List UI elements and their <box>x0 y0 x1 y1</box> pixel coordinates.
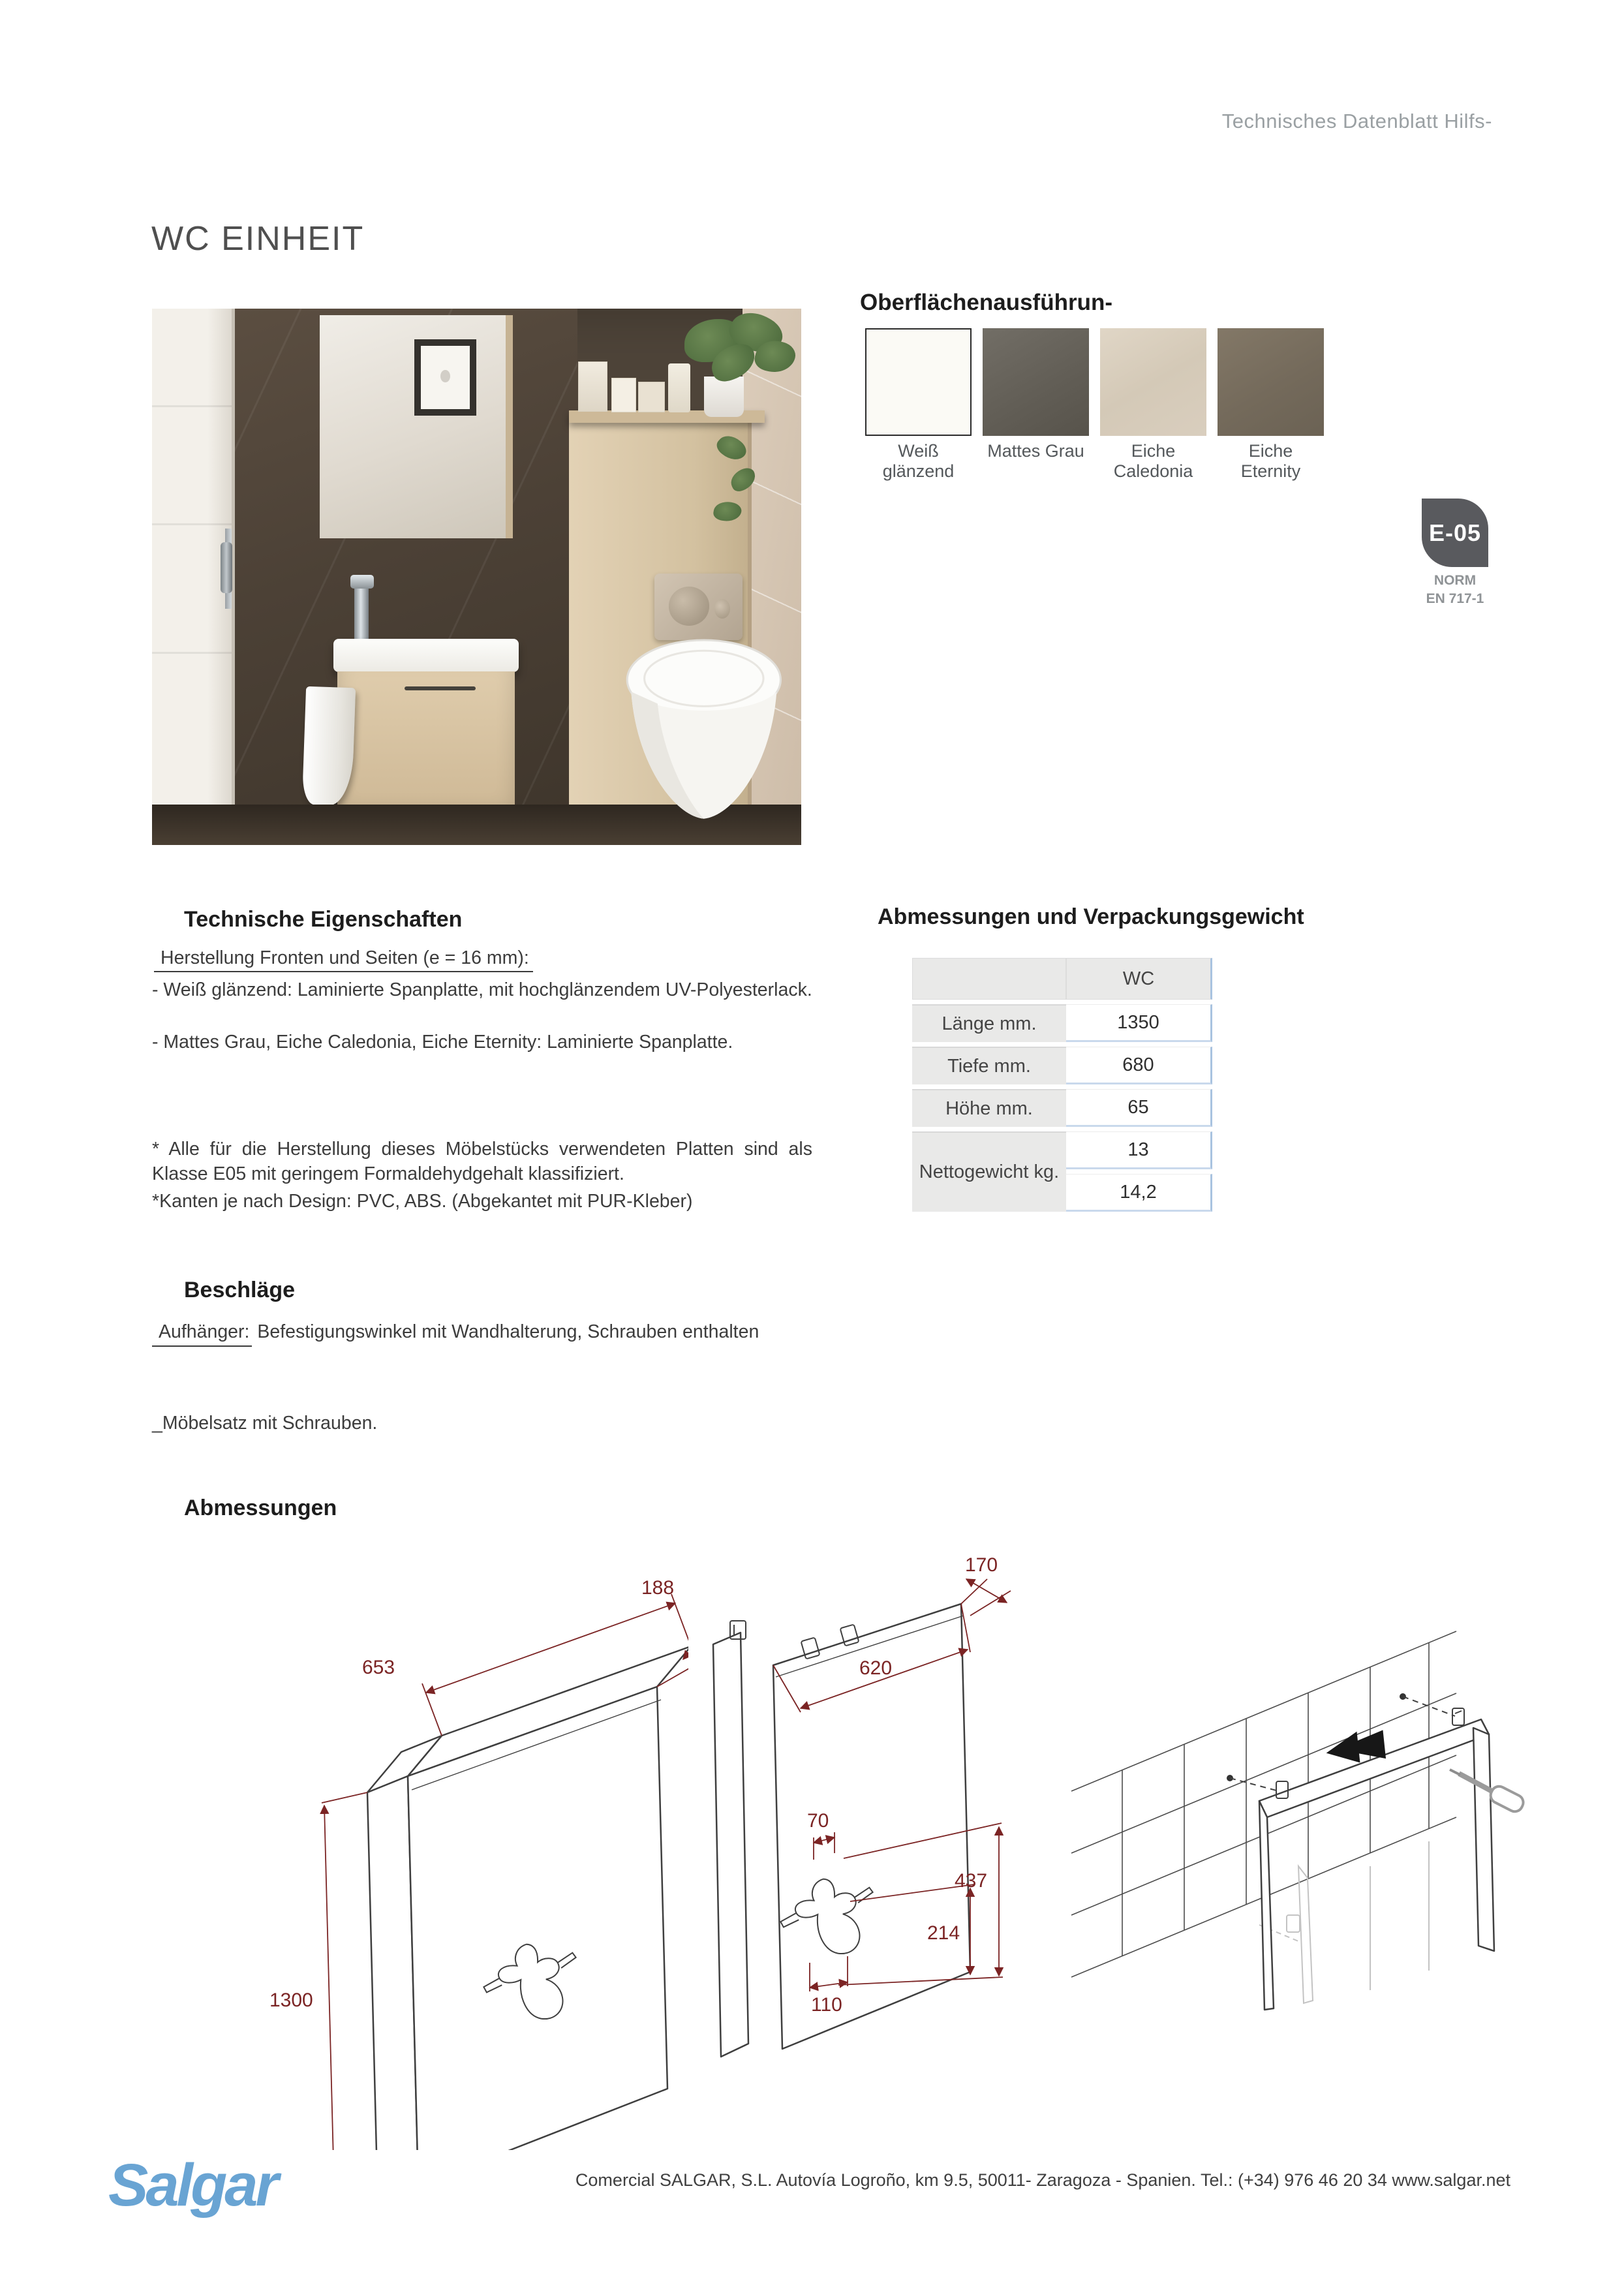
table-value: 13 <box>1066 1131 1212 1169</box>
photo-candle <box>611 378 636 412</box>
dim-depth: 188 <box>641 1577 675 1599</box>
svg-text:Salgar: Salgar <box>108 2152 277 2219</box>
photo-plant-pot <box>704 376 744 417</box>
salgar-logo <box>103 2145 364 2224</box>
technical-note2: *Kanten je nach Design: PVC, ABS. (Abgekantet mit PUR-Kleber) <box>152 1191 693 1212</box>
photo-framed-picture <box>414 339 476 415</box>
norm-standard: EN 717-1 <box>1426 591 1484 606</box>
fittings-kit-line: _Möbelsatz mit Schrauben. <box>152 1413 378 1434</box>
photo-door-handle <box>221 542 232 593</box>
photo-flush-button-large <box>669 587 709 625</box>
dim-height: 1300 <box>269 1989 313 2011</box>
dim-slot-width: 70 <box>807 1810 829 1832</box>
technical-line1: - Weiß glänzend: Laminierte Spanplatte, mit hochglänzendem UV-Polyesterlack. <box>152 979 812 1000</box>
photo-flush-button-small <box>714 599 730 619</box>
dim-width: 653 <box>362 1657 395 1678</box>
photo-diffuser <box>668 363 690 413</box>
fittings-hanger-line <box>152 1319 812 1347</box>
technical-line2: - Mattes Grau, Eiche Caledonia, Eiche Eternity: Laminierte Spanplatte. <box>152 1032 733 1052</box>
mounting-drawing <box>1064 1586 1527 2016</box>
photo-candle <box>578 361 608 412</box>
photo-vanity-cabinet <box>337 671 515 825</box>
page-title: WC EINHEIT <box>151 220 365 258</box>
fittings-hanger-text: Befestigungswinkel mit Wandhalterung, Schrauben enthalten <box>257 1321 759 1342</box>
dimension-drawing-front <box>258 1563 688 2150</box>
finishes-heading: Oberflächenausführun- <box>860 290 1112 315</box>
table-value: 14,2 <box>1066 1174 1212 1212</box>
technical-heading: Technische Eigenschaften <box>184 907 463 932</box>
table-value: 1350 <box>1066 1004 1212 1042</box>
fittings-hanger-label: Aufhänger: <box>152 1319 252 1347</box>
finish-swatch-eiche-eternity <box>1218 328 1324 436</box>
dimension-drawing-rear <box>675 1553 1015 2095</box>
table-row-label: Tiefe mm. <box>912 1047 1066 1084</box>
photo-washbasin <box>333 639 519 672</box>
finish-swatch-mattes-grau <box>983 328 1089 436</box>
table-column-header: WC <box>1066 958 1212 1000</box>
photo-candle <box>638 382 665 412</box>
table-value: 680 <box>1066 1047 1212 1084</box>
photo-faucet-handle <box>350 575 374 589</box>
photo-mirror <box>320 315 513 538</box>
photo-toilet <box>623 639 789 837</box>
technical-note1: * Alle für die Herstellung dieses Möbelstücks verwendeten Platten sind als Klasse E05 mit geringem Formaldehydgehalt klassifiziert. <box>152 1139 812 1185</box>
table-row-label: Länge mm. <box>912 1004 1066 1042</box>
document-type-header: Technisches Datenblatt Hilfs- <box>1221 110 1492 132</box>
dimensions-heading: Abmessungen <box>184 1496 337 1520</box>
footer-address: Comercial SALGAR, S.L. Autovía Logroño, km 9.5, 50011- Zaragoza - Spanien. Tel.: (+34) 976 46 20 34 www.salgar.net <box>575 2170 1510 2190</box>
e05-certification-badge <box>1422 499 1488 567</box>
photo-picture-motif <box>440 370 450 382</box>
finish-label: Eiche Caledonia <box>1113 441 1193 481</box>
dim-mid-height: 214 <box>927 1922 960 1944</box>
product-photo <box>152 309 801 845</box>
norm-label: NORM <box>1433 573 1477 588</box>
photo-flush-plate <box>654 574 743 640</box>
dim-height: 437 <box>955 1870 988 1892</box>
dim-width: 620 <box>859 1657 893 1679</box>
photo-cabinet-handle <box>405 686 476 690</box>
finish-swatch-weiss-glaenzend <box>865 328 972 436</box>
packaging-heading: Abmessungen und Verpackungsgewicht <box>878 904 1304 929</box>
table-row-label: Höhe mm. <box>912 1089 1066 1127</box>
packaging-table <box>912 958 1212 1212</box>
dim-depth: 170 <box>965 1554 998 1576</box>
table-value: 65 <box>1066 1089 1212 1127</box>
fittings-heading: Beschläge <box>184 1278 296 1302</box>
table-row-label: Nettogewicht kg. <box>912 1131 1066 1212</box>
finish-swatch-eiche-caledonia <box>1100 328 1206 436</box>
dim-slot-base: 110 <box>811 1994 842 2016</box>
e05-code: E-05 <box>1428 519 1482 546</box>
finish-label: Eiche Eternity <box>1240 441 1301 481</box>
technical-subheading: Herstellung Fronten und Seiten (e = 16 mm): <box>154 947 533 972</box>
table-corner-cell <box>912 958 1066 1000</box>
finish-label: Mattes Grau <box>987 441 1084 461</box>
finish-label: Weiß glänzend <box>882 441 955 481</box>
